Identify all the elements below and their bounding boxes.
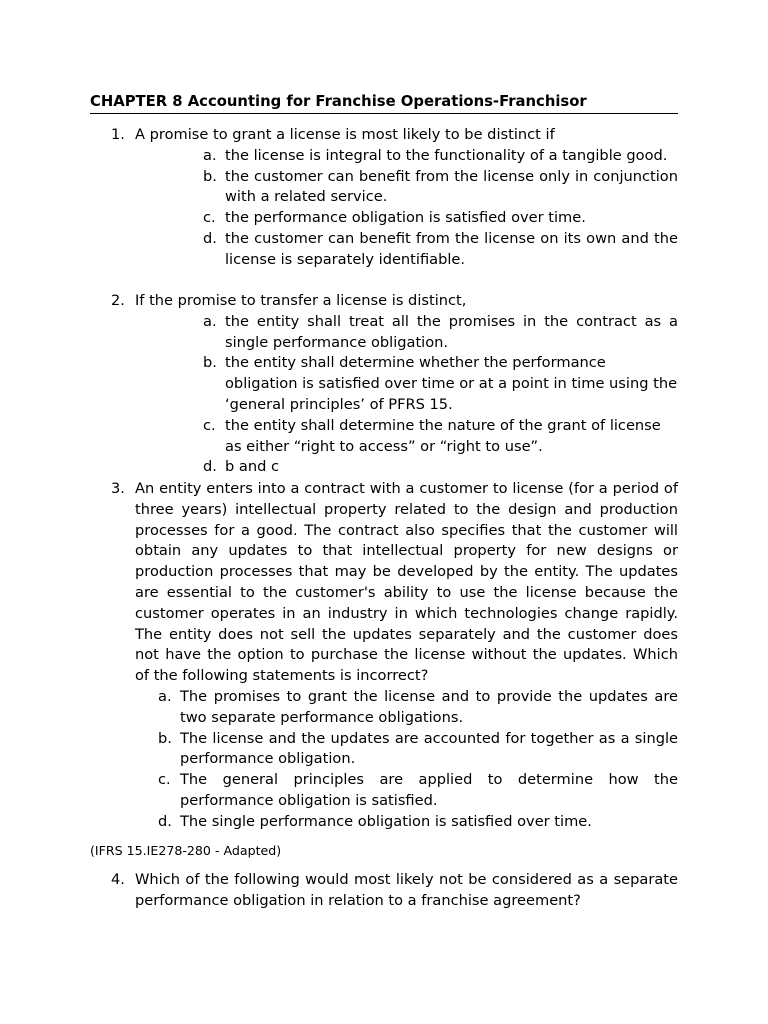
question-text: Which of the following would most likely not be considered as a separate performance obligation in relation to a franchise agreement? [135,871,678,909]
option-text: The single performance obligation is satisfied over time. [180,812,592,830]
option-item [90,770,678,812]
option-letter: b. [203,354,217,372]
option-text: the performance obligation is satisfied over time. [225,209,586,227]
question-4 [90,870,678,912]
question-number: 4. [111,871,125,888]
question-3 [90,479,678,833]
question-text: An entity enters into a contract with a customer to license (for a period of three years) intellectual property related to the design and production processes for a good. The contract also specifies that the customer will obtain any updates to that intellectual property for new designs or production processes that may be developed by the entity. The updates are essential to the customer's ability to use the license because the customer operates in an industry in which technologies change rapidly. The entity does not sell the updates separately and the customer does not have the option to purchase the license without the updates. Which of the following statements is incorrect? [135,480,678,685]
option-item [90,146,678,167]
option-item [90,457,678,478]
question-2 [90,291,678,478]
option-letter: b. [158,729,172,747]
option-letter: a. [203,312,217,330]
option-letter: d. [203,458,217,476]
source-note: (IFRS 15.IE278-280 - Adapted) [90,843,282,858]
option-list [90,146,678,271]
option-letter: c. [203,209,216,227]
option-item [90,312,678,354]
question-number: 2. [111,292,125,309]
question-text: A promise to grant a license is most likely to be distinct if [135,126,555,143]
chapter-title: CHAPTER 8 Accounting for Franchise Operations-Franchisor [90,92,678,114]
question-1 [90,125,678,271]
option-item [90,208,678,229]
option-letter: d. [203,229,217,247]
option-list [90,312,678,478]
question-text: If the promise to transfer a license is distinct, [135,292,467,309]
option-letter: c. [158,771,171,789]
option-letter: c. [203,416,216,434]
option-item [90,729,678,771]
option-item [90,687,678,729]
option-text: The promises to grant the license and to provide the updates are two separate performance obligations. [180,687,678,726]
option-letter: a. [203,146,217,164]
option-item [90,167,678,209]
option-item [90,812,678,833]
option-text: the customer can benefit from the license on its own and the license is separately identifiable. [225,229,678,268]
option-item [90,416,678,458]
option-item [90,353,678,415]
option-list [90,687,678,833]
option-letter: d. [158,812,172,830]
option-text: the customer can benefit from the license only in conjunction with a related service. [225,167,678,206]
option-letter: b. [203,167,217,185]
question-number: 1. [111,126,125,143]
option-text: the entity shall treat all the promises in the contract as a single performance obligation. [225,312,678,351]
option-text: The license and the updates are accounted for together as a single performance obligation. [180,729,678,768]
option-text: the license is integral to the functionality of a tangible good. [225,146,668,164]
option-item [90,229,678,271]
option-text: The general principles are applied to determine how the performance obligation is satisfied. [180,771,678,809]
option-letter: a. [158,687,172,705]
question-number: 3. [111,480,125,497]
option-text: b and c [225,458,280,476]
option-text: the entity shall determine the nature of the grant of license as either “right to access” or “right to use”. [225,416,661,455]
option-text: the entity shall determine whether the performance obligation is satisfied over time or at a point in time using the ‘general principles’ of PFRS 15. [225,354,678,413]
